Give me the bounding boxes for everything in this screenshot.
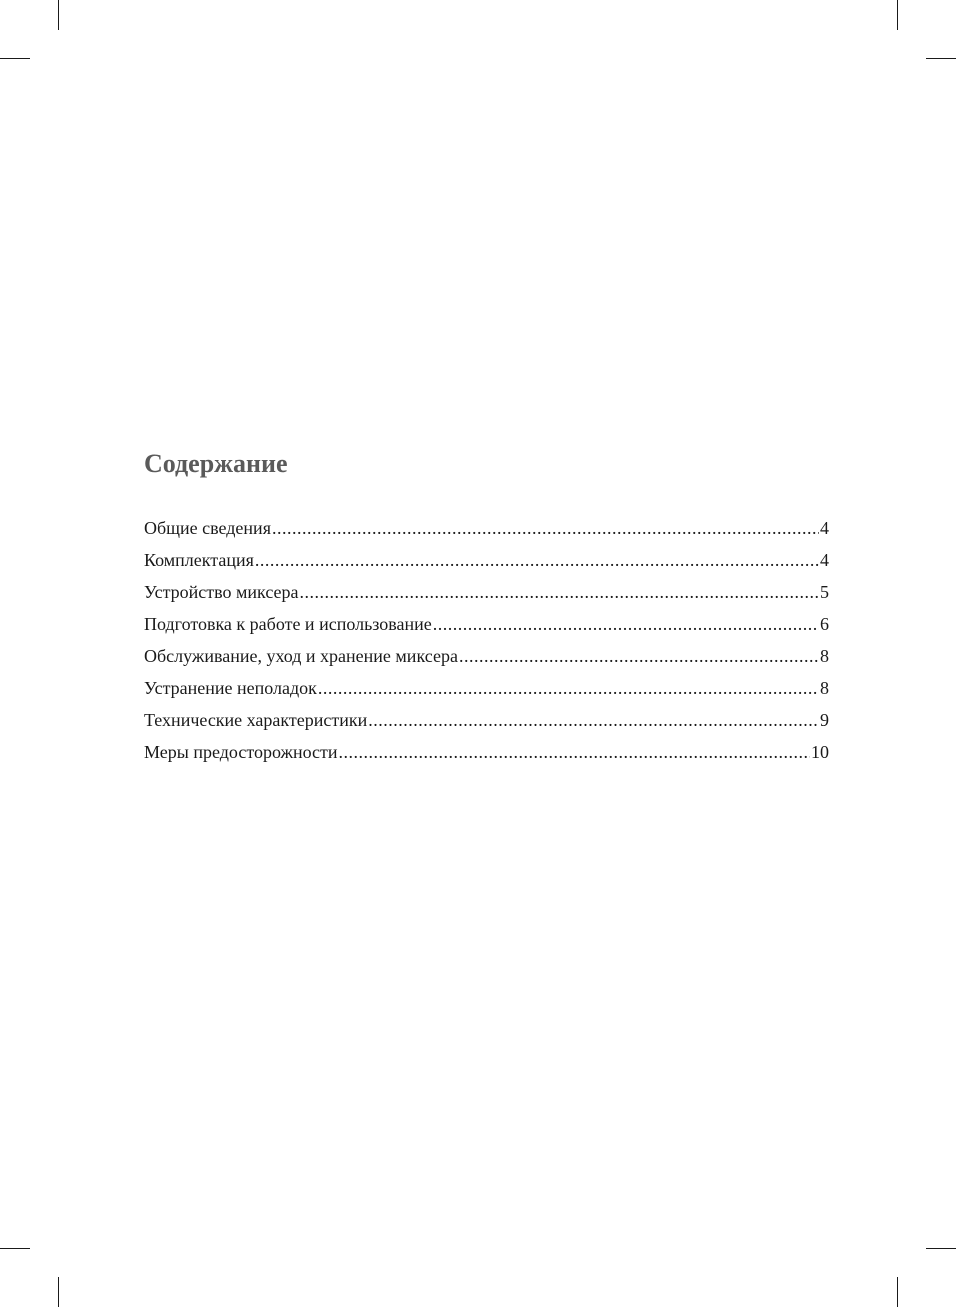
toc-dot-leader bbox=[318, 672, 819, 704]
crop-mark-bottom-left-horizontal bbox=[0, 1248, 30, 1249]
toc-entry[interactable] bbox=[144, 640, 829, 672]
crop-mark-top-left-horizontal bbox=[0, 58, 30, 59]
toc-dot-leader bbox=[272, 512, 819, 544]
table-of-contents bbox=[144, 512, 829, 768]
toc-entry-page: 10 bbox=[811, 742, 829, 762]
toc-dot-leader bbox=[433, 608, 819, 640]
toc-dot-leader bbox=[339, 736, 810, 768]
toc-entry-page: 8 bbox=[820, 678, 829, 698]
toc-entry-page: 4 bbox=[820, 550, 829, 570]
toc-entry-label: Подготовка к работе и использование bbox=[144, 614, 432, 634]
toc-entry[interactable] bbox=[144, 608, 829, 640]
toc-entry-page: 9 bbox=[820, 710, 829, 730]
toc-dot-leader bbox=[368, 704, 819, 736]
toc-entry[interactable] bbox=[144, 512, 829, 544]
toc-dot-leader bbox=[459, 640, 819, 672]
toc-dot-leader bbox=[300, 576, 819, 608]
page-title: Содержание bbox=[144, 449, 288, 478]
crop-mark-top-left-vertical bbox=[58, 0, 59, 30]
toc-entry-label: Общие сведения bbox=[144, 518, 271, 538]
toc-entry-label: Устранение неполадок bbox=[144, 678, 317, 698]
crop-mark-bottom-right-horizontal bbox=[926, 1248, 956, 1249]
toc-entry-page: 6 bbox=[820, 614, 829, 634]
crop-mark-bottom-right-vertical bbox=[897, 1277, 898, 1307]
toc-entry-label: Меры предосторожности bbox=[144, 742, 338, 762]
crop-mark-top-right-vertical bbox=[897, 0, 898, 30]
toc-entry-label: Комплектация bbox=[144, 550, 254, 570]
toc-entry[interactable] bbox=[144, 672, 829, 704]
toc-entry-page: 4 bbox=[820, 518, 829, 538]
toc-entry-page: 8 bbox=[820, 646, 829, 666]
toc-entry[interactable] bbox=[144, 736, 829, 768]
crop-mark-bottom-left-vertical bbox=[58, 1277, 59, 1307]
toc-entry[interactable] bbox=[144, 544, 829, 576]
toc-entry-page: 5 bbox=[820, 582, 829, 602]
toc-entry-label: Технические характеристики bbox=[144, 710, 368, 730]
toc-entry-label: Обслуживание, уход и хранение миксера bbox=[144, 646, 458, 666]
crop-mark-top-right-horizontal bbox=[926, 58, 956, 59]
toc-entry[interactable] bbox=[144, 704, 829, 736]
toc-dot-leader bbox=[255, 544, 819, 576]
toc-entry-label: Устройство миксера bbox=[144, 582, 299, 602]
toc-entry[interactable] bbox=[144, 576, 829, 608]
